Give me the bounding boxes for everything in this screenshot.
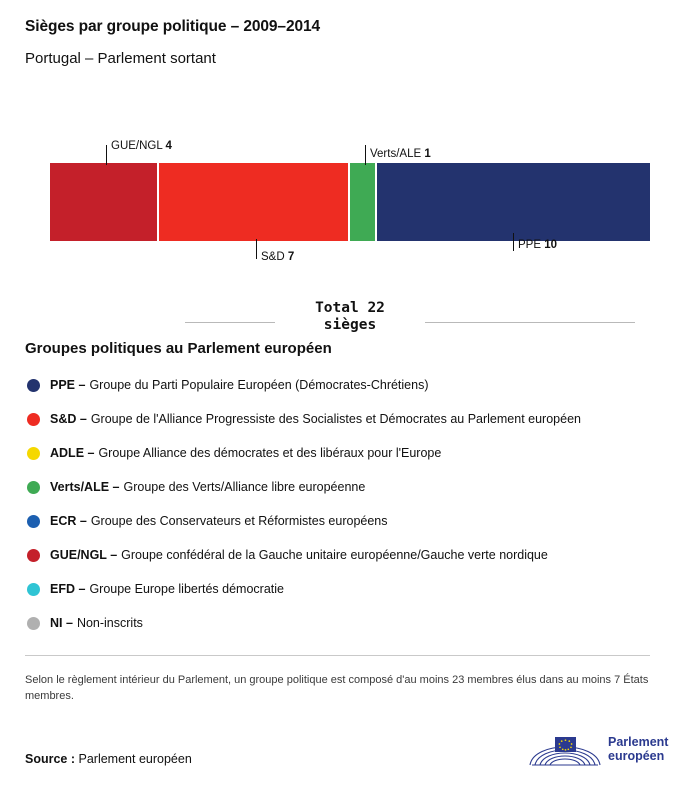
callout-tick-gue-ngl	[106, 145, 107, 165]
hemicycle-icon	[528, 731, 602, 767]
source-value: Parlement européen	[78, 752, 192, 766]
legend-desc-ni: Non-inscrits	[76, 616, 143, 630]
bar-segment-verts-ale	[350, 163, 377, 241]
legend-abbr-efd: EFD –	[50, 582, 86, 596]
callout-verts-ale	[370, 148, 431, 160]
legend-dot-ppe	[27, 379, 40, 392]
parliament-logo	[528, 728, 668, 770]
logo-line1: Parlement	[608, 735, 669, 749]
legend-abbr-ecr: ECR –	[50, 514, 87, 528]
source-label: Source :	[25, 752, 76, 766]
legend-item-ecr	[25, 504, 665, 538]
legend-desc-efd: Groupe Europe libertés démocratie	[89, 582, 284, 596]
total-seats	[0, 300, 700, 334]
seats-stacked-bar	[50, 163, 650, 241]
legend-desc-ppe: Groupe du Parti Populaire Européen (Démocrates-Chrétiens)	[89, 378, 429, 392]
legend-desc-verts-ale: Groupe des Verts/Alliance libre européenne	[123, 480, 366, 494]
callout-gue-ngl-group: GUE/NGL	[111, 140, 163, 152]
callout-gue-ngl	[111, 140, 172, 152]
bar-segment-gue-ngl	[50, 163, 159, 241]
bar-segment-sd	[159, 163, 350, 241]
legend-item-verts-ale	[25, 470, 665, 504]
legend-dot-sd	[27, 413, 40, 426]
total-divider-left	[185, 322, 275, 323]
legend-dot-ecr	[27, 515, 40, 528]
legend-dot-efd	[27, 583, 40, 596]
callout-verts-ale-value: 1	[424, 148, 431, 160]
legend-item-ppe	[25, 368, 665, 402]
total-seats-line1: Total 22	[315, 300, 385, 316]
logo-line2: européen	[608, 749, 665, 763]
legend-desc-gue-ngl: Groupe confédéral de la Gauche unitaire européenne/Gauche verte nordique	[121, 548, 548, 562]
legend-abbr-gue-ngl: GUE/NGL –	[50, 548, 118, 562]
total-seats-line2: sièges	[323, 317, 377, 333]
page-subtitle: Portugal – Parlement sortant	[25, 50, 216, 67]
legend-desc-ecr: Groupe des Conservateurs et Réformistes européens	[90, 514, 388, 528]
callout-ppe-group: PPE	[518, 239, 542, 251]
footnote-divider	[25, 655, 650, 656]
callout-ppe	[518, 239, 557, 251]
legend-abbr-adle: ADLE –	[50, 446, 95, 460]
callout-sd-value: 7	[287, 251, 295, 263]
legend-heading: Groupes politiques au Parlement européen	[25, 340, 332, 357]
legend-item-adle	[25, 436, 665, 470]
callout-sd-group: S&D	[261, 251, 285, 263]
legend-item-sd	[25, 402, 665, 436]
footnote-text: Selon le règlement intérieur du Parlement, un groupe politique est composé d'au moins 23 membres élus dans au moins 7 États membres.	[25, 674, 649, 702]
legend-item-ni	[25, 606, 665, 640]
legend-dot-ni	[27, 617, 40, 630]
bar-segments	[50, 163, 650, 241]
legend-desc-adle: Groupe Alliance des démocrates et des libéraux pour l'Europe	[98, 446, 442, 460]
callout-tick-ppe	[513, 233, 514, 251]
legend-dot-verts-ale	[27, 481, 40, 494]
legend-abbr-verts-ale: Verts/ALE –	[50, 480, 120, 494]
legend-abbr-ppe: PPE –	[50, 378, 86, 392]
total-divider-right	[425, 322, 635, 323]
callout-gue-ngl-value: 4	[165, 140, 172, 152]
legend-dot-gue-ngl	[27, 549, 40, 562]
logo-text	[608, 735, 668, 763]
legend-abbr-ni: NI –	[50, 616, 73, 630]
callout-verts-ale-group: Verts/ALE	[370, 148, 422, 160]
callout-tick-verts-ale	[365, 145, 366, 165]
legend-abbr-sd: S&D –	[50, 412, 87, 426]
source-line	[25, 752, 192, 766]
callout-tick-sd	[256, 239, 257, 259]
legend-desc-sd: Groupe de l'Alliance Progressiste des Socialistes et Démocrates au Parlement européen	[90, 412, 581, 426]
legend-list	[25, 368, 665, 640]
callout-sd	[261, 251, 294, 263]
bar-segment-ppe	[377, 163, 650, 241]
legend-dot-adle	[27, 447, 40, 460]
legend-item-gue-ngl	[25, 538, 665, 572]
total-seats-text	[307, 300, 393, 334]
page-title: Sièges par groupe politique – 2009–2014	[25, 18, 321, 35]
legend-item-efd	[25, 572, 665, 606]
callout-ppe-value: 10	[544, 239, 558, 251]
